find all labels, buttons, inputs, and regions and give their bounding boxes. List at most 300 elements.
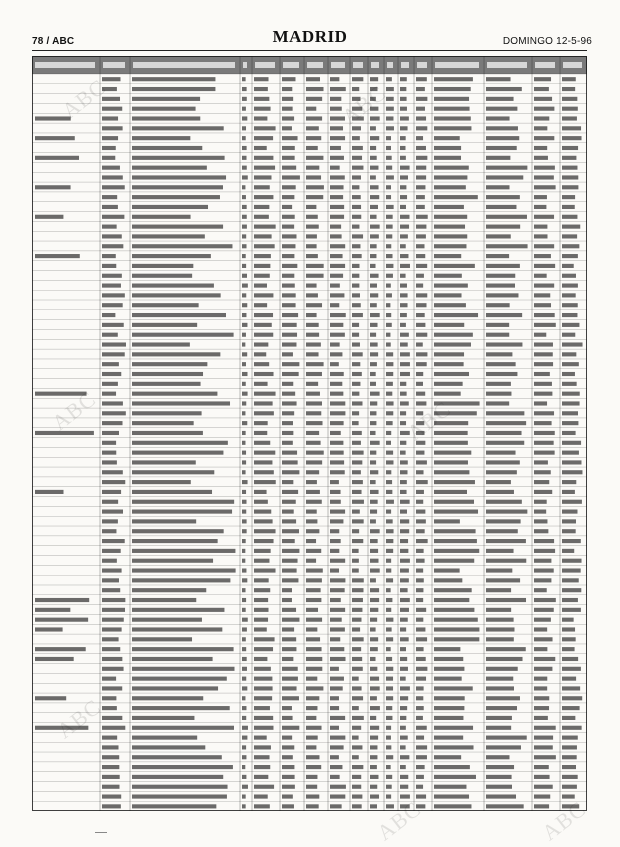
cell-text-mark xyxy=(534,264,555,268)
cell-text-mark xyxy=(534,441,554,445)
cell-text-mark xyxy=(370,264,376,268)
cell-text-mark xyxy=(330,755,339,759)
cell-text-mark xyxy=(242,234,246,238)
cell-text-mark xyxy=(282,490,298,494)
cell-text-mark xyxy=(352,352,363,356)
cell-text-mark xyxy=(306,608,318,612)
cell-text-mark xyxy=(386,254,393,258)
cell-text-mark xyxy=(352,598,363,602)
cell-text-mark xyxy=(486,352,512,356)
cell-text-mark xyxy=(102,500,118,504)
cell-text-mark xyxy=(306,696,319,700)
cell-text-mark xyxy=(562,342,583,346)
cell-text-mark xyxy=(352,126,361,130)
cell-text-mark xyxy=(416,736,424,740)
cell-text-mark xyxy=(534,657,555,661)
cell-text-mark xyxy=(102,647,120,651)
cell-text-mark xyxy=(102,77,120,81)
cell-text-mark xyxy=(386,421,393,425)
cell-text-mark xyxy=(386,667,393,671)
cell-text-mark xyxy=(370,755,377,759)
cell-text-mark xyxy=(132,736,197,740)
cell-text-mark xyxy=(434,234,467,238)
cell-text-mark xyxy=(562,667,581,671)
cell-text-mark xyxy=(486,549,514,553)
cell-text-mark xyxy=(486,736,527,740)
cell-text-mark xyxy=(416,627,425,631)
column-header-mark xyxy=(243,62,247,68)
cell-text-mark xyxy=(282,794,293,798)
cell-text-mark xyxy=(562,568,581,572)
column-header-mark xyxy=(255,62,275,68)
cell-text-mark xyxy=(254,333,273,337)
cell-text-mark xyxy=(102,107,122,111)
cell-text-mark xyxy=(352,500,364,504)
cell-text-mark xyxy=(352,107,362,111)
cell-text-mark xyxy=(386,677,393,681)
cell-text-mark xyxy=(562,195,575,199)
cell-text-mark xyxy=(282,264,297,268)
cell-text-mark xyxy=(562,627,575,631)
cell-text-mark xyxy=(386,755,393,759)
cell-text-mark xyxy=(330,126,343,130)
cell-text-mark xyxy=(242,529,247,533)
cell-text-mark xyxy=(486,234,511,238)
cell-text-mark xyxy=(254,284,267,288)
cell-text-mark xyxy=(352,175,361,179)
cell-text-mark xyxy=(534,411,554,415)
column-header-mark xyxy=(371,62,379,68)
cell-text-mark xyxy=(400,284,407,288)
cell-text-mark xyxy=(562,726,582,730)
cell-text-mark xyxy=(330,244,345,248)
cell-text-mark xyxy=(102,411,126,415)
cell-text-mark xyxy=(370,794,379,798)
cell-text-mark xyxy=(562,293,576,297)
cell-text-mark xyxy=(282,627,294,631)
cell-text-mark xyxy=(254,441,270,445)
cell-text-mark xyxy=(486,716,512,720)
cell-text-mark xyxy=(562,362,579,366)
cell-text-mark xyxy=(416,745,427,749)
cell-text-mark xyxy=(330,637,340,641)
cell-text-mark xyxy=(534,166,555,170)
cell-text-mark xyxy=(534,205,546,209)
cell-text-mark xyxy=(400,146,406,150)
cell-text-mark xyxy=(434,136,460,140)
cell-text-mark xyxy=(434,372,469,376)
cell-text-mark xyxy=(534,745,553,749)
cell-text-mark xyxy=(486,568,512,572)
cell-text-mark xyxy=(254,107,271,111)
cell-text-mark xyxy=(486,627,514,631)
cell-text-mark xyxy=(102,264,116,268)
cell-text-mark xyxy=(400,510,407,514)
cell-text-mark xyxy=(352,254,362,258)
cell-text-mark xyxy=(400,107,407,111)
cell-text-mark xyxy=(400,166,410,170)
cell-text-mark xyxy=(352,745,362,749)
cell-text-mark xyxy=(534,382,552,386)
cell-text-mark xyxy=(434,303,466,307)
cell-text-mark xyxy=(242,460,246,464)
cell-text-mark xyxy=(132,460,196,464)
cell-text-mark xyxy=(352,755,359,759)
section-title: MADRID xyxy=(272,27,348,46)
cell-text-mark xyxy=(254,794,268,798)
cell-text-mark xyxy=(132,480,191,484)
cell-text-mark xyxy=(562,460,581,464)
cell-text-mark xyxy=(416,215,428,219)
cell-text-mark xyxy=(416,87,425,91)
cell-text-mark xyxy=(370,333,376,337)
cell-text-mark xyxy=(242,706,246,710)
cell-text-mark xyxy=(330,116,345,120)
cell-text-mark xyxy=(132,254,211,258)
cell-text-mark xyxy=(434,677,462,681)
cell-text-mark xyxy=(486,559,526,563)
cell-text-mark xyxy=(386,706,392,710)
cell-text-mark xyxy=(400,225,409,229)
cell-text-mark xyxy=(386,549,393,553)
cell-text-mark xyxy=(416,794,426,798)
cell-text-mark xyxy=(534,765,549,769)
cell-text-mark xyxy=(330,490,341,494)
cell-text-mark xyxy=(102,323,124,327)
cell-text-mark xyxy=(416,284,423,288)
cell-text-mark xyxy=(386,431,391,435)
cell-text-mark xyxy=(132,146,202,150)
cell-text-mark xyxy=(330,539,341,543)
cell-text-mark xyxy=(370,460,376,464)
cell-text-mark xyxy=(352,87,359,91)
cell-text-mark xyxy=(534,775,550,779)
cell-text-mark xyxy=(370,323,378,327)
cell-text-mark xyxy=(434,116,471,120)
cell-text-mark xyxy=(306,382,318,386)
cell-text-mark xyxy=(306,539,316,543)
cell-text-mark xyxy=(306,97,322,101)
cell-text-mark xyxy=(35,116,71,120)
cell-text-mark xyxy=(102,136,118,140)
column-header-mark xyxy=(417,62,427,68)
column-header-mark xyxy=(487,62,527,68)
cell-text-mark xyxy=(534,549,555,553)
cell-text-mark xyxy=(370,716,376,720)
cell-text-mark xyxy=(416,696,423,700)
cell-text-mark xyxy=(386,372,393,376)
cell-text-mark xyxy=(352,568,359,572)
cell-text-mark xyxy=(242,333,246,337)
cell-text-mark xyxy=(534,696,549,700)
cell-text-mark xyxy=(330,392,343,396)
cell-text-mark xyxy=(254,421,268,425)
cell-text-mark xyxy=(242,431,246,435)
cell-text-mark xyxy=(370,372,376,376)
cell-text-mark xyxy=(306,107,316,111)
cell-text-mark xyxy=(282,726,299,730)
cell-text-mark xyxy=(534,431,555,435)
cell-text-mark xyxy=(306,480,317,484)
cell-text-mark xyxy=(416,97,427,101)
cell-text-mark xyxy=(306,195,323,199)
cell-text-mark xyxy=(306,225,319,229)
cell-text-mark xyxy=(486,647,526,651)
cell-text-mark xyxy=(102,559,117,563)
cell-text-mark xyxy=(35,215,63,219)
cell-text-mark xyxy=(352,342,360,346)
cell-text-mark xyxy=(352,696,363,700)
cell-text-mark xyxy=(282,107,293,111)
cell-text-mark xyxy=(254,215,269,219)
cell-text-mark xyxy=(386,293,392,297)
cell-text-mark xyxy=(400,411,406,415)
cell-text-mark xyxy=(400,77,407,81)
cell-text-mark xyxy=(282,785,295,789)
cell-text-mark xyxy=(254,696,272,700)
cell-text-mark xyxy=(486,460,520,464)
cell-text-mark xyxy=(400,421,406,425)
cell-text-mark xyxy=(132,411,202,415)
cell-text-mark xyxy=(370,539,378,543)
cell-text-mark xyxy=(132,804,216,808)
cell-text-mark xyxy=(352,362,360,366)
cell-text-mark xyxy=(242,77,246,81)
cell-text-mark xyxy=(352,411,359,415)
cell-text-mark xyxy=(400,97,407,101)
cell-text-mark xyxy=(330,500,341,504)
cell-text-mark xyxy=(386,470,391,474)
cell-text-mark xyxy=(370,97,376,101)
cell-text-mark xyxy=(370,804,377,808)
cell-text-mark xyxy=(242,716,246,720)
cell-text-mark xyxy=(370,549,378,553)
cell-text-mark xyxy=(330,736,345,740)
cell-text-mark xyxy=(400,549,408,553)
cell-text-mark xyxy=(306,568,323,572)
cell-text-mark xyxy=(254,116,267,120)
cell-text-mark xyxy=(562,392,580,396)
cell-text-mark xyxy=(242,677,246,681)
cell-text-mark xyxy=(254,451,275,455)
cell-text-mark xyxy=(330,559,345,563)
cell-text-mark xyxy=(102,352,125,356)
cell-text-mark xyxy=(486,411,524,415)
cell-text-mark xyxy=(534,686,547,690)
cell-text-mark xyxy=(132,470,214,474)
cell-text-mark xyxy=(534,323,556,327)
cell-text-mark xyxy=(562,372,575,376)
cell-text-mark xyxy=(102,303,123,307)
cell-text-mark xyxy=(330,775,340,779)
column-header-mark xyxy=(353,62,363,68)
cell-text-mark xyxy=(400,706,407,710)
cell-text-mark xyxy=(352,333,359,337)
cell-text-mark xyxy=(386,785,392,789)
cell-text-mark xyxy=(416,264,427,268)
cell-text-mark xyxy=(254,254,271,258)
cell-text-mark xyxy=(416,382,423,386)
cell-text-mark xyxy=(132,441,228,445)
cell-text-mark xyxy=(330,107,342,111)
cell-text-mark xyxy=(400,775,408,779)
cell-text-mark xyxy=(306,549,321,553)
cell-text-mark xyxy=(400,696,408,700)
cell-text-mark xyxy=(254,677,272,681)
cell-text-mark xyxy=(486,323,509,327)
cell-text-mark xyxy=(416,107,425,111)
cell-text-mark xyxy=(434,539,477,543)
cell-text-mark xyxy=(242,696,245,700)
cell-text-mark xyxy=(400,627,406,631)
cell-text-mark xyxy=(434,559,474,563)
cell-text-mark xyxy=(434,618,478,622)
cell-text-mark xyxy=(282,195,294,199)
cell-text-mark xyxy=(416,166,426,170)
cell-text-mark xyxy=(306,274,324,278)
cell-text-mark xyxy=(254,431,267,435)
cell-text-mark xyxy=(282,637,296,641)
cell-text-mark xyxy=(254,519,273,523)
cell-text-mark xyxy=(562,736,578,740)
cell-text-mark xyxy=(306,510,317,514)
cell-text-mark xyxy=(370,490,379,494)
cell-text-mark xyxy=(352,156,362,160)
cell-text-mark xyxy=(562,618,574,622)
cell-text-mark xyxy=(254,775,268,779)
cell-text-mark xyxy=(306,401,322,405)
cell-text-mark xyxy=(534,136,554,140)
cell-text-mark xyxy=(562,500,582,504)
cell-text-mark xyxy=(434,382,463,386)
cell-text-mark xyxy=(102,510,123,514)
cell-text-mark xyxy=(330,794,345,798)
cell-text-mark xyxy=(330,657,346,661)
cell-text-mark xyxy=(242,215,247,219)
cell-text-mark xyxy=(400,205,406,209)
cell-text-mark xyxy=(416,146,426,150)
cell-text-mark xyxy=(562,559,582,563)
cell-text-mark xyxy=(370,559,379,563)
cell-text-mark xyxy=(254,156,273,160)
cell-text-mark xyxy=(242,382,246,386)
cell-text-mark xyxy=(434,490,467,494)
cell-text-mark xyxy=(370,706,380,710)
cell-text-mark xyxy=(486,657,523,661)
cell-text-mark xyxy=(254,146,267,150)
cell-text-mark xyxy=(400,785,408,789)
cell-text-mark xyxy=(386,205,394,209)
cell-text-mark xyxy=(386,578,393,582)
column-header-mark xyxy=(331,62,345,68)
cell-text-mark xyxy=(386,333,390,337)
cell-text-mark xyxy=(132,431,203,435)
cell-text-mark xyxy=(370,696,377,700)
column-header-mark xyxy=(435,62,479,68)
cell-text-mark xyxy=(486,480,511,484)
cell-text-mark xyxy=(242,627,247,631)
cell-text-mark xyxy=(352,234,363,238)
cell-text-mark xyxy=(254,342,268,346)
cell-text-mark xyxy=(102,657,122,661)
cell-text-mark xyxy=(434,608,474,612)
cell-text-mark xyxy=(132,225,223,229)
cell-text-mark xyxy=(562,274,576,278)
cell-text-mark xyxy=(534,480,549,484)
cell-text-mark xyxy=(242,342,245,346)
cell-text-mark xyxy=(282,657,293,661)
cell-text-mark xyxy=(400,342,408,346)
cell-text-mark xyxy=(400,598,410,602)
cell-text-mark xyxy=(562,755,577,759)
cell-text-mark xyxy=(486,372,517,376)
cell-text-mark xyxy=(242,362,246,366)
cell-text-mark xyxy=(132,519,196,523)
cell-text-mark xyxy=(352,401,362,405)
cell-text-mark xyxy=(352,677,359,681)
watermark: ABC xyxy=(52,693,106,744)
cell-text-mark xyxy=(132,87,215,91)
cell-text-mark xyxy=(330,185,344,189)
cell-text-mark xyxy=(386,490,392,494)
cell-text-mark xyxy=(352,431,362,435)
cell-text-mark xyxy=(330,421,344,425)
cell-text-mark xyxy=(282,274,294,278)
cell-text-mark xyxy=(102,274,122,278)
cell-text-mark xyxy=(242,411,245,415)
cell-text-mark xyxy=(386,736,391,740)
cell-text-mark xyxy=(416,205,425,209)
watermark: ABC xyxy=(57,73,111,124)
cell-text-mark xyxy=(242,549,245,553)
cell-text-mark xyxy=(282,303,296,307)
cell-text-mark xyxy=(416,588,423,592)
cell-text-mark xyxy=(352,451,364,455)
cell-text-mark xyxy=(416,303,427,307)
cell-text-mark xyxy=(562,745,577,749)
cell-text-mark xyxy=(434,362,464,366)
cell-text-mark xyxy=(282,578,298,582)
cell-text-mark xyxy=(102,333,118,337)
cell-text-mark xyxy=(352,244,360,248)
cell-text-mark xyxy=(416,401,426,405)
cell-text-mark xyxy=(102,225,117,229)
cell-text-mark xyxy=(416,490,424,494)
cell-text-mark xyxy=(254,490,267,494)
cell-text-mark xyxy=(35,608,70,612)
cell-text-mark xyxy=(562,175,578,179)
cell-text-mark xyxy=(534,608,554,612)
cell-text-mark xyxy=(102,382,118,386)
cell-text-mark xyxy=(562,205,575,209)
cell-text-mark xyxy=(434,588,472,592)
cell-text-mark xyxy=(330,97,341,101)
cell-text-mark xyxy=(370,618,377,622)
cell-text-mark xyxy=(254,205,269,209)
watermark: ABC xyxy=(337,79,391,130)
cell-text-mark xyxy=(416,804,425,808)
cell-text-mark xyxy=(254,175,271,179)
cell-text-mark xyxy=(416,460,427,464)
cell-text-mark xyxy=(306,313,317,317)
cell-text-mark xyxy=(562,657,578,661)
cell-text-mark xyxy=(282,765,294,769)
cell-text-mark xyxy=(400,382,406,386)
cell-text-mark xyxy=(534,588,547,592)
cell-text-mark xyxy=(306,775,317,779)
cell-text-mark xyxy=(534,77,551,81)
cell-text-mark xyxy=(400,254,408,258)
